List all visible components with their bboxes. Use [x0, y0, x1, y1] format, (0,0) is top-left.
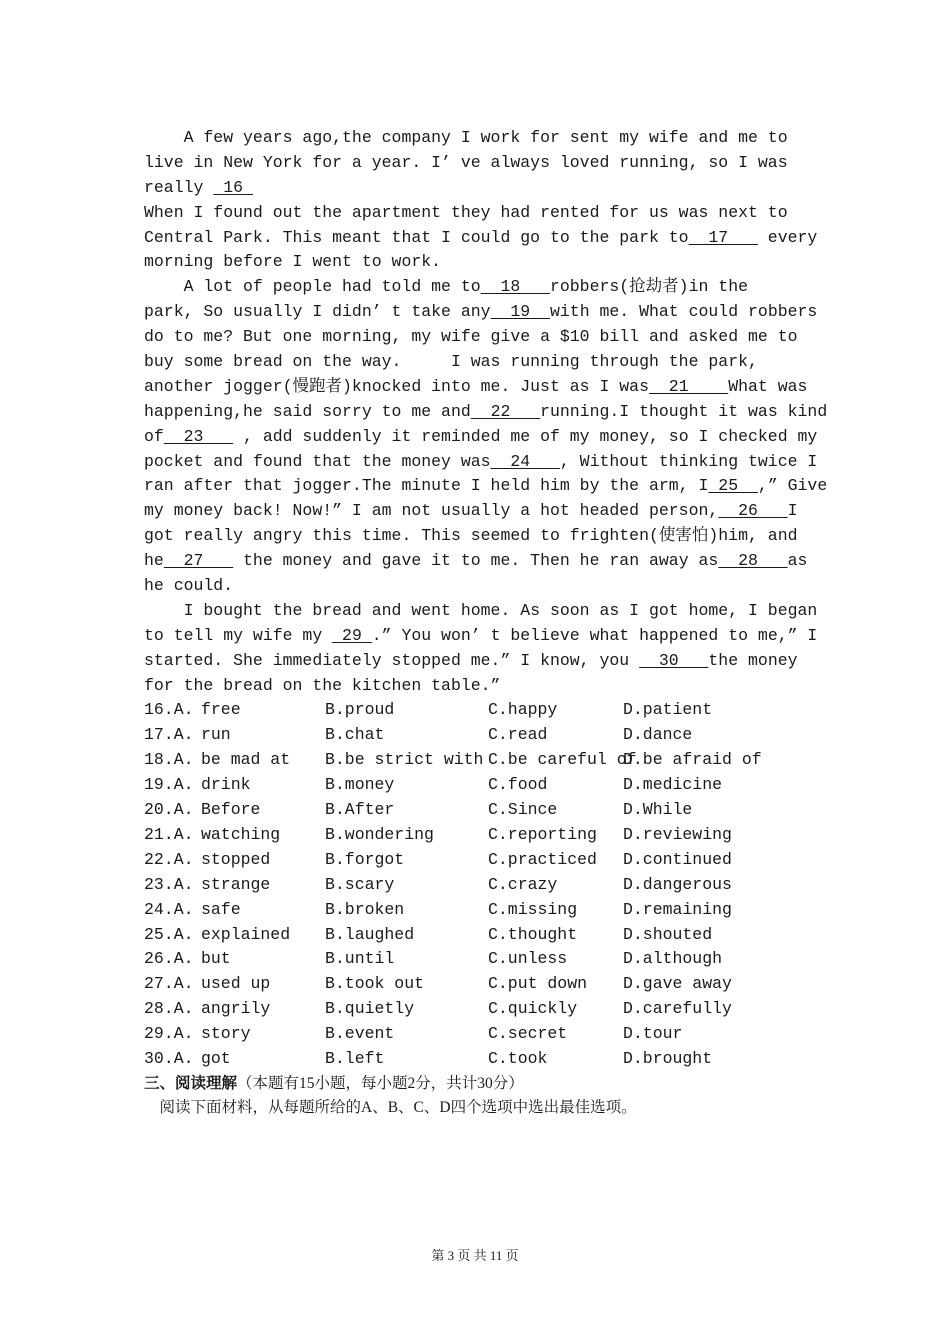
section-title: 三、阅读理解: [144, 1074, 238, 1092]
passage-line: my money back! Now!” I am not usually a hot headed person, 26 I: [144, 501, 798, 521]
question-number: 21.A.: [144, 824, 194, 844]
passage-line: A few years ago,the company I work for sent my wife and me to: [144, 128, 788, 147]
option-b: B.be strict with: [325, 750, 484, 770]
option-row: [144, 773, 814, 798]
option-c: C.quickly: [488, 999, 578, 1019]
section-note: （本题有15小题，每小题2分，共计30分）: [237, 1074, 524, 1092]
option-d: D.medicine: [623, 775, 723, 795]
option-b: B.event: [325, 1024, 395, 1044]
passage-line: Central Park. This meant that I could go to the park to 17 every: [144, 227, 818, 247]
blank-24: 24: [490, 451, 560, 471]
option-a: but: [201, 949, 231, 969]
passage-line: buy some bread on the way. I was running through the park,: [144, 352, 758, 372]
option-b: B.wondering: [325, 824, 434, 844]
passage-line: I bought the bread and went home. As soon as I got home, I began: [144, 600, 818, 620]
option-c: C.crazy: [488, 874, 558, 894]
passage-line: happening,he said sorry to me and 22 running.I thought it was kind: [144, 401, 828, 421]
option-c: C.reporting: [488, 824, 597, 844]
option-a: used up: [201, 974, 271, 994]
option-b: B.forgot: [325, 849, 405, 869]
option-row: [144, 798, 814, 823]
option-a: explained: [201, 924, 291, 944]
option-row: [144, 1022, 814, 1047]
option-row: [144, 947, 814, 972]
option-a: Before: [201, 800, 261, 820]
option-c: C.Since: [488, 800, 558, 820]
option-c: C.secret: [488, 1024, 568, 1044]
passage-line: of 23 , add suddenly it reminded me of my money, so I checked my: [144, 426, 818, 446]
passage-line: do to me? But one morning, my wife give a $10 bill and asked me to: [144, 327, 798, 347]
question-number: 17.A.: [144, 725, 194, 745]
passage-line: he could.: [144, 576, 234, 596]
blank-22: 22: [470, 401, 541, 421]
option-d: D.brought: [623, 1048, 713, 1068]
blank-29: 29: [332, 625, 372, 645]
passage-line: A lot of people had told me to 18 robbers(抢劫者)in the: [144, 277, 748, 297]
question-number: 27.A.: [144, 974, 194, 994]
question-number: 20.A.: [144, 800, 194, 820]
question-number: 24.A.: [144, 899, 194, 919]
option-a: drink: [201, 775, 251, 795]
option-d: D.dance: [623, 725, 693, 745]
option-b: B.broken: [325, 899, 405, 919]
option-a: free: [201, 700, 241, 720]
option-c: C.happy: [488, 700, 558, 720]
option-b: B.money: [325, 775, 395, 795]
blank-16: 16: [213, 177, 253, 197]
passage-line: live in New York for a year. I’ ve always loved running, so I was: [144, 152, 788, 172]
blank-18: 18: [480, 277, 550, 297]
passage-line: pocket and found that the money was 24 , Without thinking twice I: [144, 451, 818, 471]
option-b: B.left: [325, 1048, 385, 1068]
option-c: C.unless: [488, 949, 568, 969]
option-row: [144, 823, 814, 848]
page-content: [144, 126, 828, 1120]
option-c: C.thought: [488, 924, 578, 944]
question-number: 23.A.: [144, 874, 194, 894]
option-a: safe: [201, 899, 241, 919]
option-c: C.food: [488, 775, 548, 795]
option-d: D.shouted: [623, 924, 713, 944]
option-d: D.tour: [623, 1024, 683, 1044]
option-row: [144, 698, 814, 723]
option-c: C.be careful of: [488, 750, 637, 770]
passage-line: ran after that jogger.The minute I held him by the arm, I 25 ,” Give: [144, 476, 828, 496]
option-row: [144, 748, 814, 773]
question-number: 19.A.: [144, 775, 194, 795]
option-d: D.continued: [623, 849, 732, 869]
option-d: D.dangerous: [623, 874, 732, 894]
option-a: stopped: [201, 849, 271, 869]
option-row: [144, 873, 814, 898]
option-d: D.reviewing: [623, 824, 732, 844]
cloze-passage: [144, 126, 828, 698]
passage-line: for the bread on the kitchen table.”: [144, 675, 501, 695]
option-d: D.While: [623, 800, 693, 820]
passage-line: started. She immediately stopped me.” I know, you 30 the money: [144, 650, 798, 670]
option-a: story: [201, 1024, 251, 1044]
option-row: [144, 972, 814, 997]
question-number: 22.A.: [144, 849, 194, 869]
option-a: watching: [201, 824, 281, 844]
option-a: strange: [201, 874, 271, 894]
blank-30: 30: [639, 650, 709, 670]
blank-23: 23: [163, 426, 234, 446]
option-d: D.patient: [623, 700, 713, 720]
passage-line: got really angry this time. This seemed to frighten(使害怕)him, and: [144, 526, 798, 546]
blank-26: 26: [718, 501, 788, 521]
section-heading: [144, 1072, 814, 1096]
option-a: got: [201, 1048, 231, 1068]
option-b: B.laughed: [325, 924, 415, 944]
option-c: C.put down: [488, 974, 588, 994]
question-number: 25.A.: [144, 924, 194, 944]
passage-line: morning before I went to work.: [144, 252, 442, 272]
option-a: run: [201, 725, 231, 745]
page-footer: 第 3 页 共 11 页: [431, 1248, 519, 1263]
blank-28: 28: [718, 551, 788, 571]
option-b: B.After: [325, 800, 395, 820]
option-b: B.quietly: [325, 999, 415, 1019]
option-d: D.gave away: [623, 974, 732, 994]
options-list: [144, 698, 814, 1071]
section-instruction: 阅读下面材料，从每题所给的A、B、C、D四个选项中选出最佳选项。: [144, 1098, 637, 1116]
option-row: [144, 723, 814, 748]
option-row: [144, 1047, 814, 1072]
question-number: 28.A.: [144, 999, 194, 1019]
option-d: D.carefully: [623, 999, 732, 1019]
question-number: 26.A.: [144, 949, 194, 969]
option-d: D.be afraid of: [623, 750, 762, 770]
option-row: [144, 848, 814, 873]
option-d: D.remaining: [623, 899, 732, 919]
blank-21: 21: [648, 376, 729, 396]
blank-19: 19: [490, 302, 550, 322]
option-b: B.scary: [325, 874, 395, 894]
option-c: C.took: [488, 1048, 548, 1068]
option-b: B.chat: [325, 725, 385, 745]
passage-line: park, So usually I didn’ t take any 19 with me. What could robbers: [144, 302, 818, 322]
blank-17: 17: [688, 227, 758, 247]
option-c: C.read: [488, 725, 548, 745]
question-number: 29.A.: [144, 1024, 194, 1044]
passage-line: to tell my wife my 29 .” You won’ t believe what happened to me,” I: [144, 625, 818, 645]
passage-line: really 16: [144, 177, 253, 197]
option-row: [144, 898, 814, 923]
question-number: 16.A.: [144, 700, 194, 720]
blank-27: 27: [163, 551, 234, 571]
passage-line: he 27 the money and gave it to me. Then he ran away as 28 as: [144, 551, 808, 571]
option-c: C.practiced: [488, 849, 597, 869]
passage-line: another jogger(慢跑者)knocked into me. Just as I was 21 What was: [144, 376, 808, 396]
option-b: B.took out: [325, 974, 425, 994]
option-a: angrily: [201, 999, 271, 1019]
option-b: B.until: [325, 949, 395, 969]
question-number: 18.A.: [144, 750, 194, 770]
option-b: B.proud: [325, 700, 395, 720]
blank-25: 25: [708, 476, 758, 496]
option-row: [144, 923, 814, 948]
option-a: be mad at: [201, 750, 291, 770]
question-number: 30.A.: [144, 1048, 194, 1068]
option-d: D.although: [623, 949, 723, 969]
option-row: [144, 997, 814, 1022]
option-c: C.missing: [488, 899, 578, 919]
passage-line: When I found out the apartment they had rented for us was next to: [144, 202, 788, 222]
